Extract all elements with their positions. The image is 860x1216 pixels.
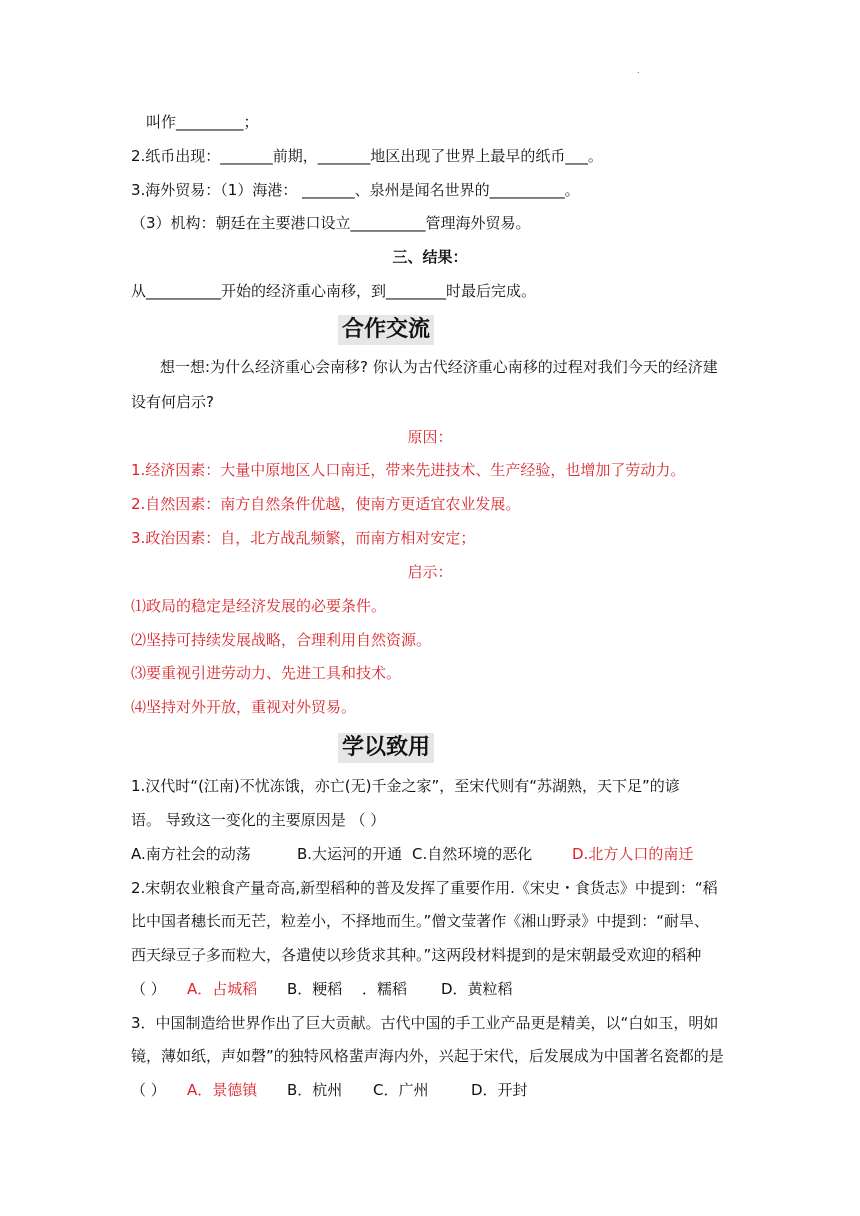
- q1-stem-line-1: 1.汉代时“(江南)不忧冻饿，亦亡(无)千金之家”，至宋代则有“苏湖熟，天下足”的谚: [131, 777, 680, 795]
- q3-option-c: C．广州: [373, 1081, 429, 1099]
- reason-item: 3.政治因素：自，北方战乱频繁，而南方相对安定；: [131, 529, 476, 547]
- q1-option-c: C.自然环境的恶化: [412, 845, 533, 863]
- insight-item: ⑷坚持对外开放，重视对外贸易。: [131, 698, 357, 716]
- q2-option-c: ．糯稻: [362, 980, 408, 998]
- insight-item: ⑴政局的稳定是经济发展的必要条件。: [131, 597, 387, 615]
- q2-option-d: D．黄粒稻: [441, 980, 513, 998]
- fill-line-overseas-trade: 3.海外贸易：（1）海港： _______、泉州是闻名世界的__________。: [131, 181, 580, 199]
- q2-stem-line-1: 2.宋朝农业粮食产量奇高,新型稻种的普及发挥了重要作用.《宋史・食货志》中提到：“稻: [131, 879, 718, 897]
- reason-item: 2.自然因素：南方自然条件优越，使南方更适宜农业发展。: [131, 495, 521, 513]
- apply-title: 学以致用: [338, 733, 434, 763]
- result-heading: 三、结果：: [392, 248, 468, 266]
- question-line-2: 设有何启示?: [131, 393, 214, 411]
- q2-paren: （ ）: [131, 980, 166, 998]
- insight-item: ⑶要重视引进劳动力、先进工具和技术。: [131, 664, 402, 682]
- q1-option-a: A.南方社会的动荡: [131, 845, 251, 863]
- reason-item: 1.经济因素：大量中原地区人口南迁，带来先进技术、生产经验，也增加了劳动力。: [131, 461, 686, 479]
- insight-title: 启示：: [407, 563, 453, 581]
- question-line-1: 想一想:为什么经济重心会南移? 你认为古代经济重心南移的过程对我们今天的经济建: [160, 358, 718, 376]
- q3-option-b: B．杭州: [287, 1081, 343, 1099]
- insight-item: ⑵坚持可持续发展战略，合理利用自然资源。: [131, 631, 432, 649]
- fill-line-paper-money: 2.纸币出现：_______前期，_______地区出现了世界上最早的纸币___。: [131, 147, 603, 165]
- fill-line-naming: 叫作_________；: [146, 113, 259, 131]
- q2-stem-line-3: 西天绿豆子多而粒大，各遣使以珍货求其种。”这两段材料提到的是宋朝最受欢迎的稻种: [131, 946, 702, 964]
- q1-option-d-answer: D.北方人口的南迁: [572, 845, 694, 863]
- q1-stem-line-2: 语。 导致这一变化的主要原因是 （ ）: [131, 811, 386, 829]
- cooperation-title: 合作交流: [338, 315, 434, 345]
- q3-option-d: D．开封: [471, 1081, 528, 1099]
- header-dot: .: [637, 66, 640, 75]
- q1-option-b: B.大运河的开通: [297, 845, 403, 863]
- reason-title: 原因：: [407, 428, 453, 446]
- q3-option-a-answer: A．景德镇: [187, 1081, 258, 1099]
- result-text: 从__________开始的经济重心南移，到________时最后完成。: [131, 282, 537, 300]
- q2-stem-line-2: 比中国者穗长而无芒，粒差小，不择地而生。”僧文莹著作《湘山野录》中提到：“耐旱、: [131, 912, 710, 930]
- q3-paren: （ ）: [131, 1081, 166, 1099]
- fill-line-trade-office: （3）机构：朝廷在主要港口设立__________管理海外贸易。: [131, 214, 531, 232]
- q2-option-a-answer: A．占城稻: [187, 980, 258, 998]
- q3-stem-line-2: 镜，薄如纸，声如磬”的独特风格蜚声海内外，兴起于宋代，后发展成为中国著名瓷都的是: [131, 1047, 724, 1065]
- q3-stem-line-1: 3．中国制造给世界作出了巨大贡献。古代中国的手工业产品更是精美，以“白如玉，明如: [131, 1014, 719, 1032]
- q2-option-b: B．粳稻: [287, 980, 343, 998]
